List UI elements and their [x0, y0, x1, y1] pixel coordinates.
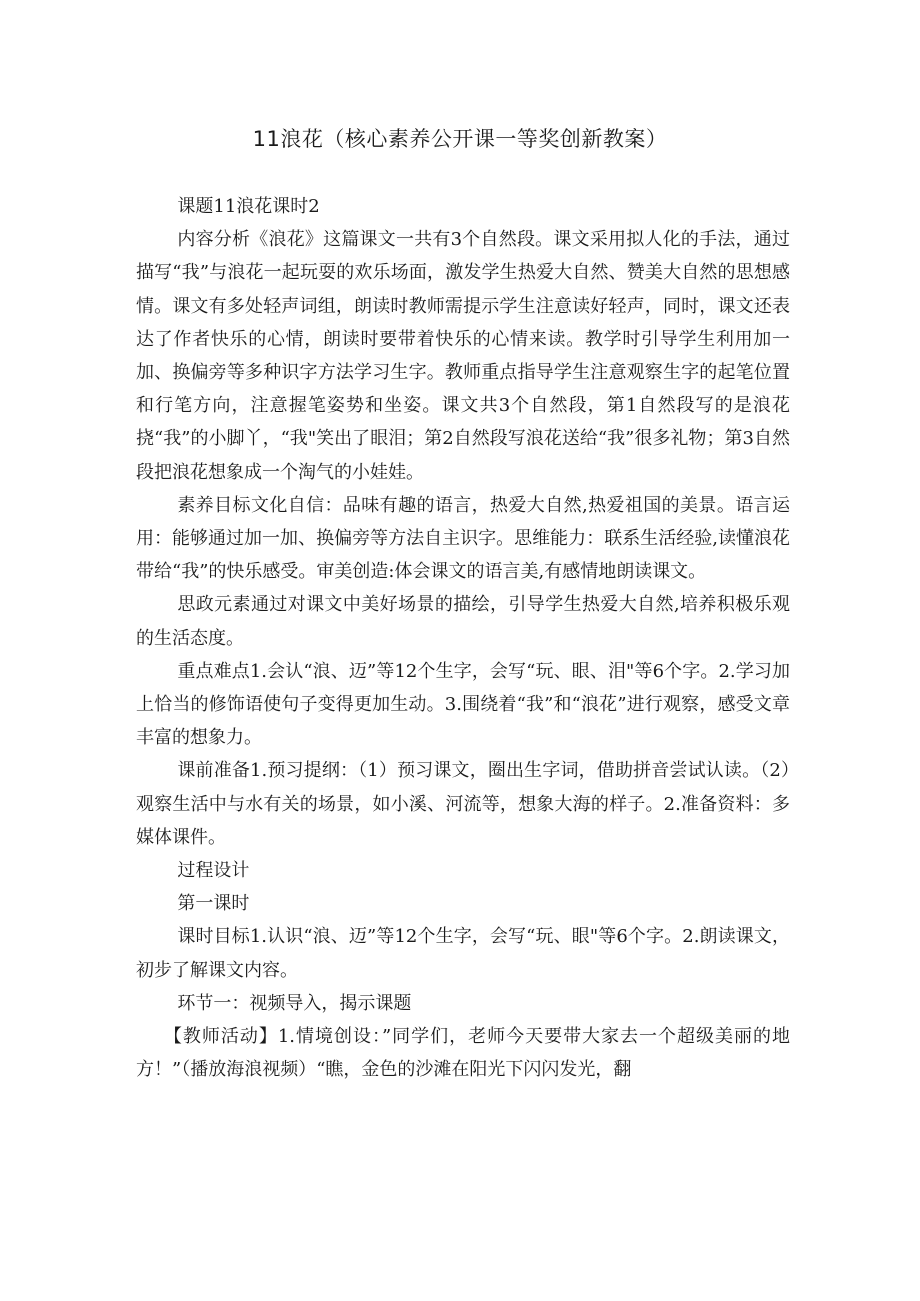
document-body: [136, 190, 790, 1086]
paragraph-section-one: 环节一：视频导入，揭示课题: [177, 992, 412, 1014]
paragraph-process-design: 过程设计: [177, 860, 250, 882]
paragraph-ideological-elements: 思政元素通过对课文中美好场景的描绘，引导学生热爱大自然,培养积极乐观的生活态度。: [136, 594, 790, 649]
paragraph-literacy-goals: 素养目标文化自信：品味有趣的语言，热爱大自然,热爱祖国的美景。语言运用：能够通过加一加、换偏旁等方法自主识字。思维能力：联系生活经验,读懂浪花带给“我”的快乐感受。审美创造:体会课文的语言美,有感情地朗读课文。: [136, 494, 790, 583]
paragraph-teacher-activity: 【教师活动】1.情境创设：”同学们，老师今天要带大家去一个超级美丽的地方！”（播放海浪视频）“瞧，金色的沙滩在阳光下闪闪发光，翻: [136, 1026, 790, 1081]
document-title: 11浪花（核心素养公开课一等奖创新教案）: [252, 127, 668, 151]
paragraph-content-analysis: 内容分析《浪花》这篇课文一共有3个自然段。课文采用拟人化的手法，通过描写“我”与浪花一起玩耍的欢乐场面，激发学生热爱大自然、赞美大自然的思想感情。课文有多处轻声词组，朗读时教师需提示学生注意读好轻声，同时，课文还表达了作者快乐的心情，朗读时要带着快乐的心情来读。教学时引导学生利用加一加、换偏旁等多种识字方法学习生字。教师重点指导学生注意观察生字的起笔位置和行笔方向，注意握笔姿势和坐姿。课文共3个自然段，第1自然段写的是浪花挠“我”的小脚丫，“我"笑出了眼泪；第2自然段写浪花送给“我”很多礼物；第3自然段把浪花想象成一个淘气的小娃娃。: [136, 229, 790, 483]
paragraph-key-difficulties: 重点难点1.会认“浪、迈”等12个生字，会写“玩、眼、泪"等6个字。2.学习加上恰当的修饰语使句子变得更加生动。3.围绕着“我”和“浪花”进行观察，感受文章丰富的想象力。: [136, 660, 790, 749]
paragraph-first-lesson: 第一课时: [177, 893, 250, 915]
paragraph-preparation: 课前准备1.预习提纲：（1）预习课文，圈出生字词，借助拼音尝试认读。（2）观察生活中与水有关的场景，如小溪、河流等，想象大海的样子。2.准备资料：多媒体课件。: [136, 760, 790, 848]
paragraph-lesson-info: 课题11浪花课时2: [177, 196, 320, 217]
paragraph-lesson-goals: 课时目标1.认识“浪、迈”等12个生字，会写“玩、眼"等6个字。2.朗读课文，初步了解课文内容。: [136, 926, 790, 981]
